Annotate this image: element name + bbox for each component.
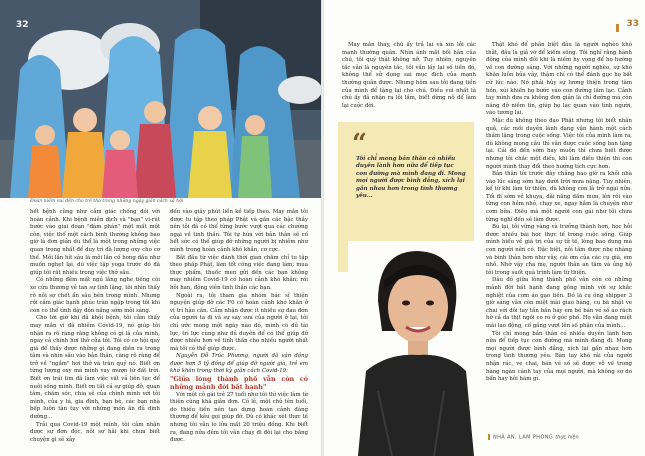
paragraph: Mặc dù không theo đạo Phật nhưng tôi biết nhân quả, các mối duyên lành đang vận hành một cách thầm lặng trong cuộc sống. Việc tôi của mình làm ra, dù không mong cầu thì vẫn được cuộc sống ban tặng lại. Cái đó đến sớm hay muộn thì chưa biết được nhưng tôi chắc một điều, khi làm điều thiện thì con người mình thay đổi theo hướng tích cực hơn. (486, 117, 632, 170)
right-column-1 (342, 42, 476, 110)
page-number-right: 33 (626, 19, 639, 29)
paragraph: Trải qua Covid-19 một mình, tôi cảm nhận được sự đơn độc, nỗi sợ hãi khi chưa biết chuyện gì sẽ xảy (30, 421, 160, 443)
paragraph: Bắt đầu từ việc đánh thời gian chăm chỉ tu tập theo pháp Phật, làm tốt công việc đang làm; mua thực phẩm, thuốc men gửi đến các bạn không may nhiễm Covid-19 có hoàn cảnh khó khăn; rồi hỗi han, động viên tinh thần các bạn. (170, 254, 308, 291)
page-number-marker (616, 24, 619, 32)
author-credit (488, 434, 638, 441)
photo-caption: Đoàn niềm vui đến cho trẻ thơ trong những ngày giãn cách xã hội (30, 199, 184, 204)
paragraph: Với một cô gái trẻ 27 tuổi như tôi thì việc làm từ thiện cũng khá giản đơn. Có lẽ, một chủ tên tuổi, do thiếu tiền nên tạo dựng hoàn cảnh đáng thương để kêu gọi giúp đỡ. Dù có khác xét thực tế nhưng tôi vẫn lo lửa mất 20 triệu đồng. Khi biết ra, đang nửa đêm tôi vẫn chạy đi đòi lại cho bằng được. (170, 391, 308, 444)
portrait-illustration (348, 241, 478, 456)
paragraph: May mắn thay, chú ấy trả lại và xin lỗi các mạnh thường quân. Nhìn ánh mắt bối hân của chú, tôi quý thật không nỡ. Tuy nhiên, nguyên tắc vẫn là nguyên tắc, tôi vẫn lấy lại số tiền đó, không thể sử dụng sai mục đích của mạnh thường quân được. Nhưng hôm sau tôi đang tiền của mình để tặng lại cho chú. Điều vui nhất là chú ấy đã nhận ra lỗi lầm, biết dừng nỗ để làm lại cuộc đời. (342, 42, 476, 109)
paragraph: Bù lại, tôi vững vàng và trưởng thành hơn, học hỏi được nhiều bài học thực tế trong cuộc sống. Giúp mình hiểu về giá trị của sự tử tế, lòng bao dung mà con người nên có. Đặc biệt, nỗi tâm được nhẹ nhàng và bình thản hơn như vậy, cái ơm của các cụ già, em nhỏ. Nhờ vậy cha mẹ, người thân an tâm và ủng hộ tôi trong suốt quá trình làm từ thiện. (486, 224, 632, 276)
credit-role: thực hiện (555, 434, 579, 441)
right-column-2 (486, 42, 632, 384)
pull-quote-text: Tôi chỉ mong bản thân có nhiều duyên lành hơn nữa để tiếp tục con đường mà mình đang đi. Mong mọi người được bình đẳng, xích lại gần nhau hơn trong tình thương yêu... (356, 156, 466, 200)
photo-illustration (0, 0, 321, 198)
paragraph: hết bệnh cũng như cảm giác chống đói với hoàn cảnh. Khi bệnh miễn dịch và "bạn" vi-rút bước vào giai đoạn "đàm phán" một mất một còn, việc thổ một cách bình thường không bao giờ là đơn giản dù thổ là một trong những việc quan trọng nhất để duy trì đà lượng oxy cho cơ thể. Mỗi lần hít sâu là mỗi lần cố hong dầu như muốn nghẹt lại, dù việc tập yoga trước đó đã giúp tôi rất nhiều trong việc thở sâu. (30, 209, 160, 276)
paragraph: Có những đêm mất ngủ lắng nghe tiếng còi xe cứu thương vẻ tan sự tình lặng, tôi nhìn thấy rõ nỗi sợ chết ẩn sâu bên trong mình. Nhưng rồi cảm giác hạnh phúc tràn ngập trong tôi khi con cò thể tình dậy đón nắng sớm mỗi sáng. (30, 277, 160, 314)
section-heading: "Giữa lòng thành phố vẫn còn có những mảnh đời bất hạnh" (170, 375, 308, 391)
paragraph: Bản thân tôi trước đây chẳng bao giờ ra khỏi nhà vào lúc sáng sớm hay dưới trời mưa nặng. Tuy nhiên, kể từ khi làm từ thiện, dù không còn là trở ngại nữa. Tối đi sớm về khuya, dãi nắng dầm mưa, lên rồi vào từng con hẻm nhỏ, chạy xe, ngay hầm là chuyện như cơm bữa. Điều mà một người con gái như tôi chưa từng nghĩ đến sẽ làm được. (486, 171, 632, 223)
left-page (0, 0, 321, 456)
paragraph: đến vào giây phút liền kề tiếp theo. May mắn tôi được tu tập theo pháp Phật và gần các bậc thầy nên tôi đã có thể từng bước vượt qua các chướng ngại về tinh thần. Tôi tự hứa với bản thân sẽ cố hết sức có thể giúp đỡ những người bị nhiễm như mình trong hoàn cảnh khó khăn, cơ cực. (170, 209, 308, 253)
paragraph: Dẫu đó giữa lòng thành phố vẫn còn có những mảnh đời bất hạnh đang gồng mình với sự khắc nghiệt của cơm áo gạo tiền. Đó là cụ ông shipper 3 giờ sáng vẫn còn miệt mài giao hàng, cụ bà nhặt ve chai với đôi tay tần bần hay em bé bán vé số áo rách hờ cả da thịt ngồi co ro ở góc phố. Họ vẫn đang miệt mài lao động, cố gắng vượt lên số phận của mình... (486, 277, 632, 329)
credit-marker (488, 434, 490, 440)
paragraph: Tôi chỉ mong bản thân có nhiều duyên lành hơn nữa để tiếp tục con đường mà mình đang đi. Mong mọi người được bình đẳng, xích lại gần nhau hơn trong tình thương yêu. Bàn tay khó rải của người nhận rác, ve chai, bán vé số sẽ được vỗ về trong hàng ngàn cánh tay của mọi người, mà không sợ do bẩn hay hôi hám gì. (486, 330, 632, 383)
page-number-left: 32 (16, 20, 29, 30)
portrait-photo (348, 241, 478, 456)
volunteers-photo (0, 0, 321, 198)
paragraph: Ngoài ra, tôi tham gia nhóm bác sĩ thiện nguyện giúp đỡ các F0 có hoàn cảnh khó khăn ở vị trí hậu cần. Cảm nhận được ít nhiều sự đau đớn của người ta đi và sự say sưa của người ở lại, tôi chỉ ước mong một ngày nào đó, mình có đủ tài lực, trí lực cùng như đủ duyên để có thể giúp đỡ được nhiều hơn về tinh thần cho nhiều người nhất mà tôi có thể giúp được. (170, 292, 308, 352)
quote-mark-icon: “ (352, 129, 367, 159)
credit-names: NHÃ AN, LAM PHONG (493, 434, 554, 441)
paragraph: Thật khó để phân biệt đâu là người nghèo khó thật, đâu là giả vờ để kiếm sống. Tôi nghĩ rằng hành động của mình đôi khi là niềm hy vọng để họ hướng về con đường sáng. Với những người nghèo, sự khó khăn luôn bủa vây, thậm chí có thể đánh gục họ bất cứ lúc nào. Nó phải hủy sự lương thiện trong tâm hồn, xúi khiến họ bước vào con đường lầm lạc. Cảnh tay mình đưa ra không đơn giản là chỉ đường mà còn nâng đỡ niềm tin, giúp họ lạc quan vào tình người, vào tương lai. (486, 42, 632, 117)
left-column-1 (30, 209, 160, 444)
left-column-2 (170, 209, 308, 445)
interviewee-intro: Nguyễn Đỗ Trúc Phương, người đã vận động được hơn 5 tỷ đồng để giúp đỡ người già, trẻ em khó khăn trong thời kỳ giãn cách Covid-19: (170, 353, 308, 375)
paragraph: Cho tới giờ khi đã khỏi bệnh, tôi cảm thấy may mắn vì đã nhiễm Covid-19, nó giúp tôi nhận ra rõ ràng rằng không có gì là của mình, ngay cả chính hơi thở của tôi. Tôi có cơ hội quý giá để thấy được những gì đang diễn ra trong tâm và nhìn sâu vào bản thân, càng rõ ràng để trở về "ngắm" hơi thở và tràn quý nó. Biết ơn từng lượng oxy mà mình vay mượn từ đất trời. Biết ơn trái tim đã làm việc vất vả liên tục để nuôi sống mình. Biết ơn tất cả sự giúp đỡ, quan tâm, chăm sóc, chia sẻ của chính mình với tôi mình, của y tá, gia đình, bạn bè, các bạn nhà bếp luôn tận tụy với những món ăn đủ dinh dưỡng... (30, 315, 160, 421)
